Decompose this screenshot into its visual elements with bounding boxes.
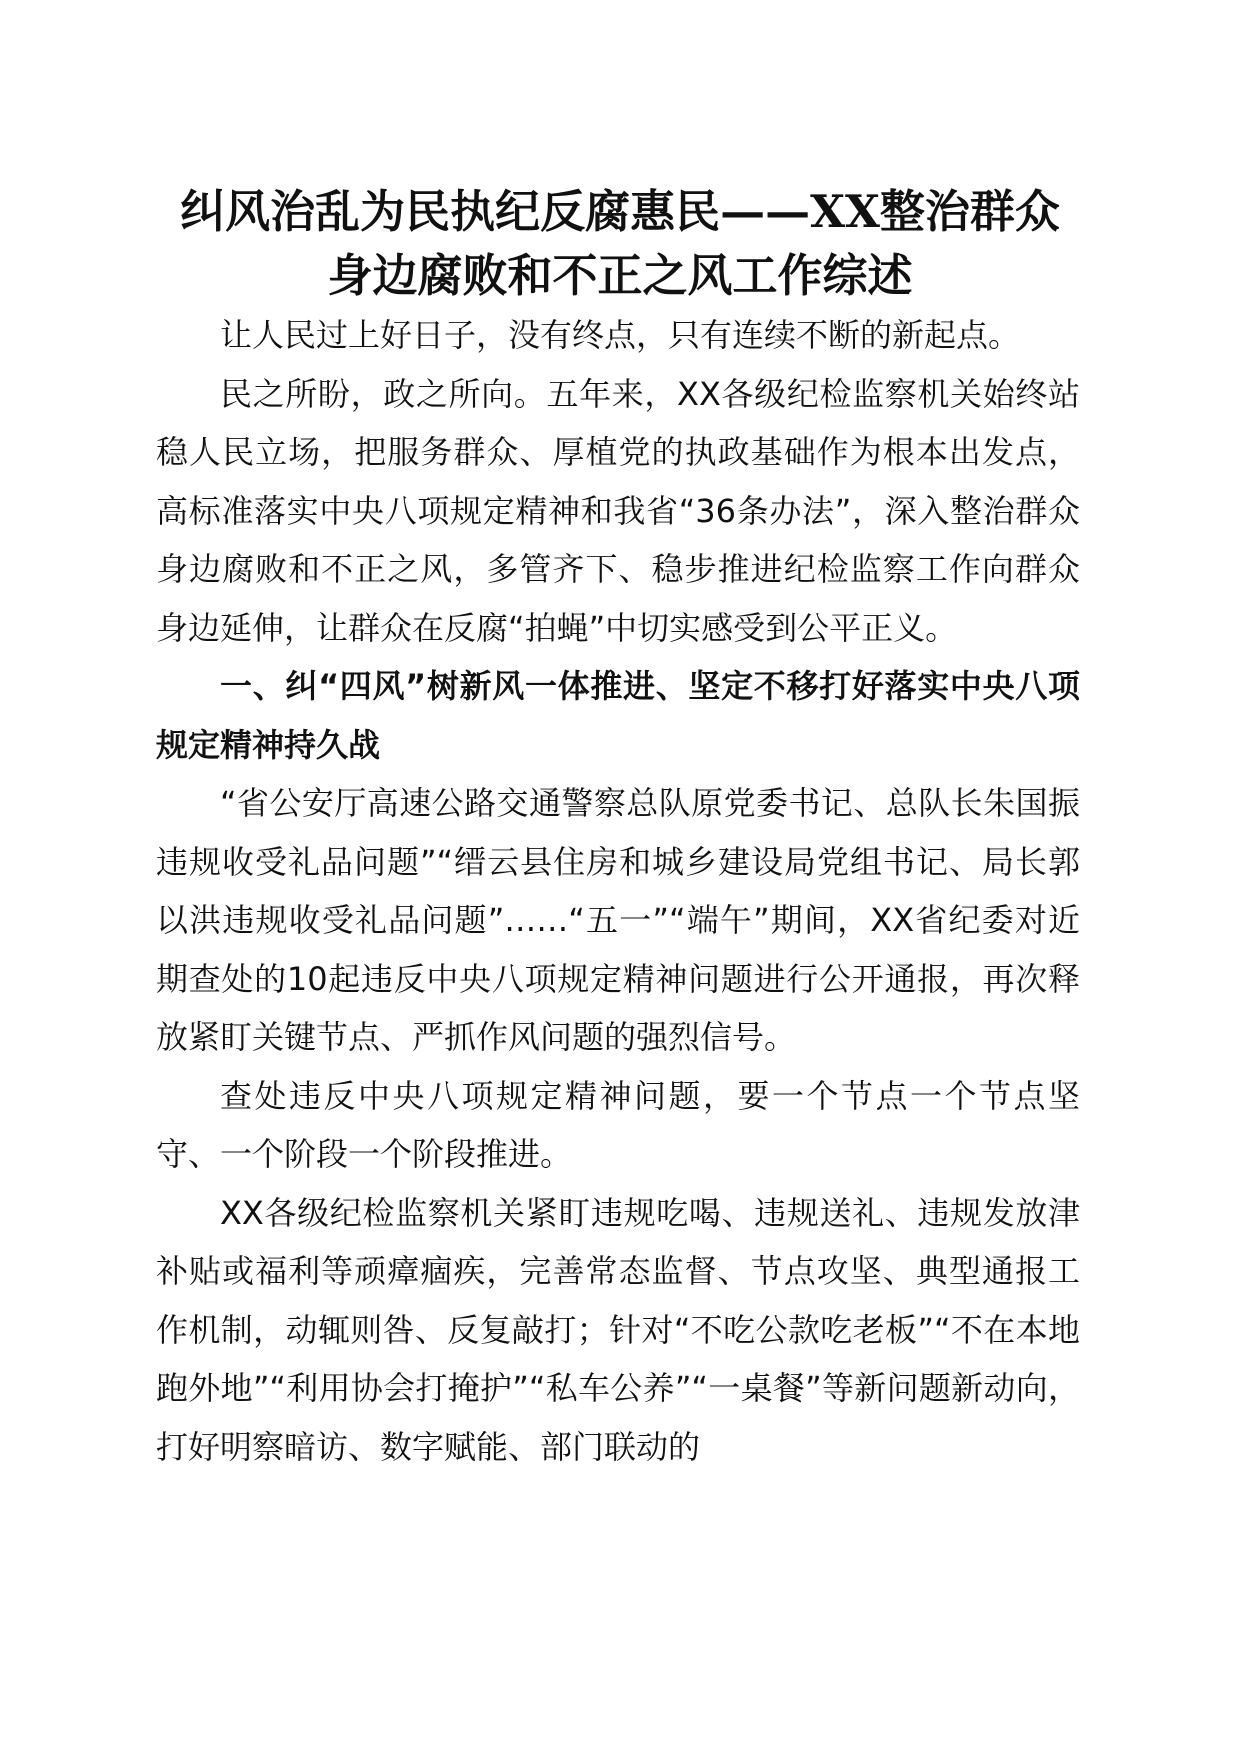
document-body [156, 306, 1080, 1476]
paragraph-overview: 民之所盼，政之所向。五年来，XX各级纪检监察机关始终站稳人民立场，把服务群众、厚植党的执政基础作为根本出发点，高标准落实中央八项规定精神和我省“36条办法”，深入整治群众身边腐败和不正之风，多管齐下、稳步推进纪检监察工作向群众身边延伸，让群众在反腐“拍蝇”中切实感受到公平正义。 [156, 374, 1080, 647]
paragraph-notice: “省公安厅高速公路交通警察总队原党委书记、总队长朱国振违规收受礼品问题”“缙云县住房和城乡建设局党组书记、局长郭以洪违规收受礼品问题”……“五一”“端午”期间，XX省纪委对近期查处的10起违反中央八项规定精神问题进行公开通报，再次释放紧盯关键节点、严抓作风问题的强烈信号。 [156, 784, 1080, 1056]
title-line-1: 纠风治乱为民执纪反腐惠民——XX整治群众 [180, 185, 1060, 238]
paragraph-nodes: 查处违反中央八项规定精神问题，要一个节点一个节点坚守、一个阶段一个阶段推进。 [156, 1076, 1080, 1173]
paragraph-measures: XX各级纪检监察机关紧盯违规吃喝、违规送礼、违规发放津补贴或福利等顽瘴痼疾，完善常态监督、节点攻坚、典型通报工作机制，动辄则咎、反复敲打；针对“不吃公款吃老板”“不在本地跑外地”“利用协会打掩护”“私车公养”“一桌餐”等新问题新动向，打好明察暗访、数字赋能、部门联动的 [156, 1193, 1080, 1466]
title-line-2: 身边腐败和不正之风工作综述 [327, 249, 913, 302]
section-heading-1: 一、纠“四风”树新风一体推进、坚定不移打好落实中央八项规定精神持久战 [156, 667, 1080, 764]
document-title [150, 180, 1090, 308]
paragraph-intro: 让人民过上好日子，没有终点，只有连续不断的新起点。 [220, 316, 1021, 354]
